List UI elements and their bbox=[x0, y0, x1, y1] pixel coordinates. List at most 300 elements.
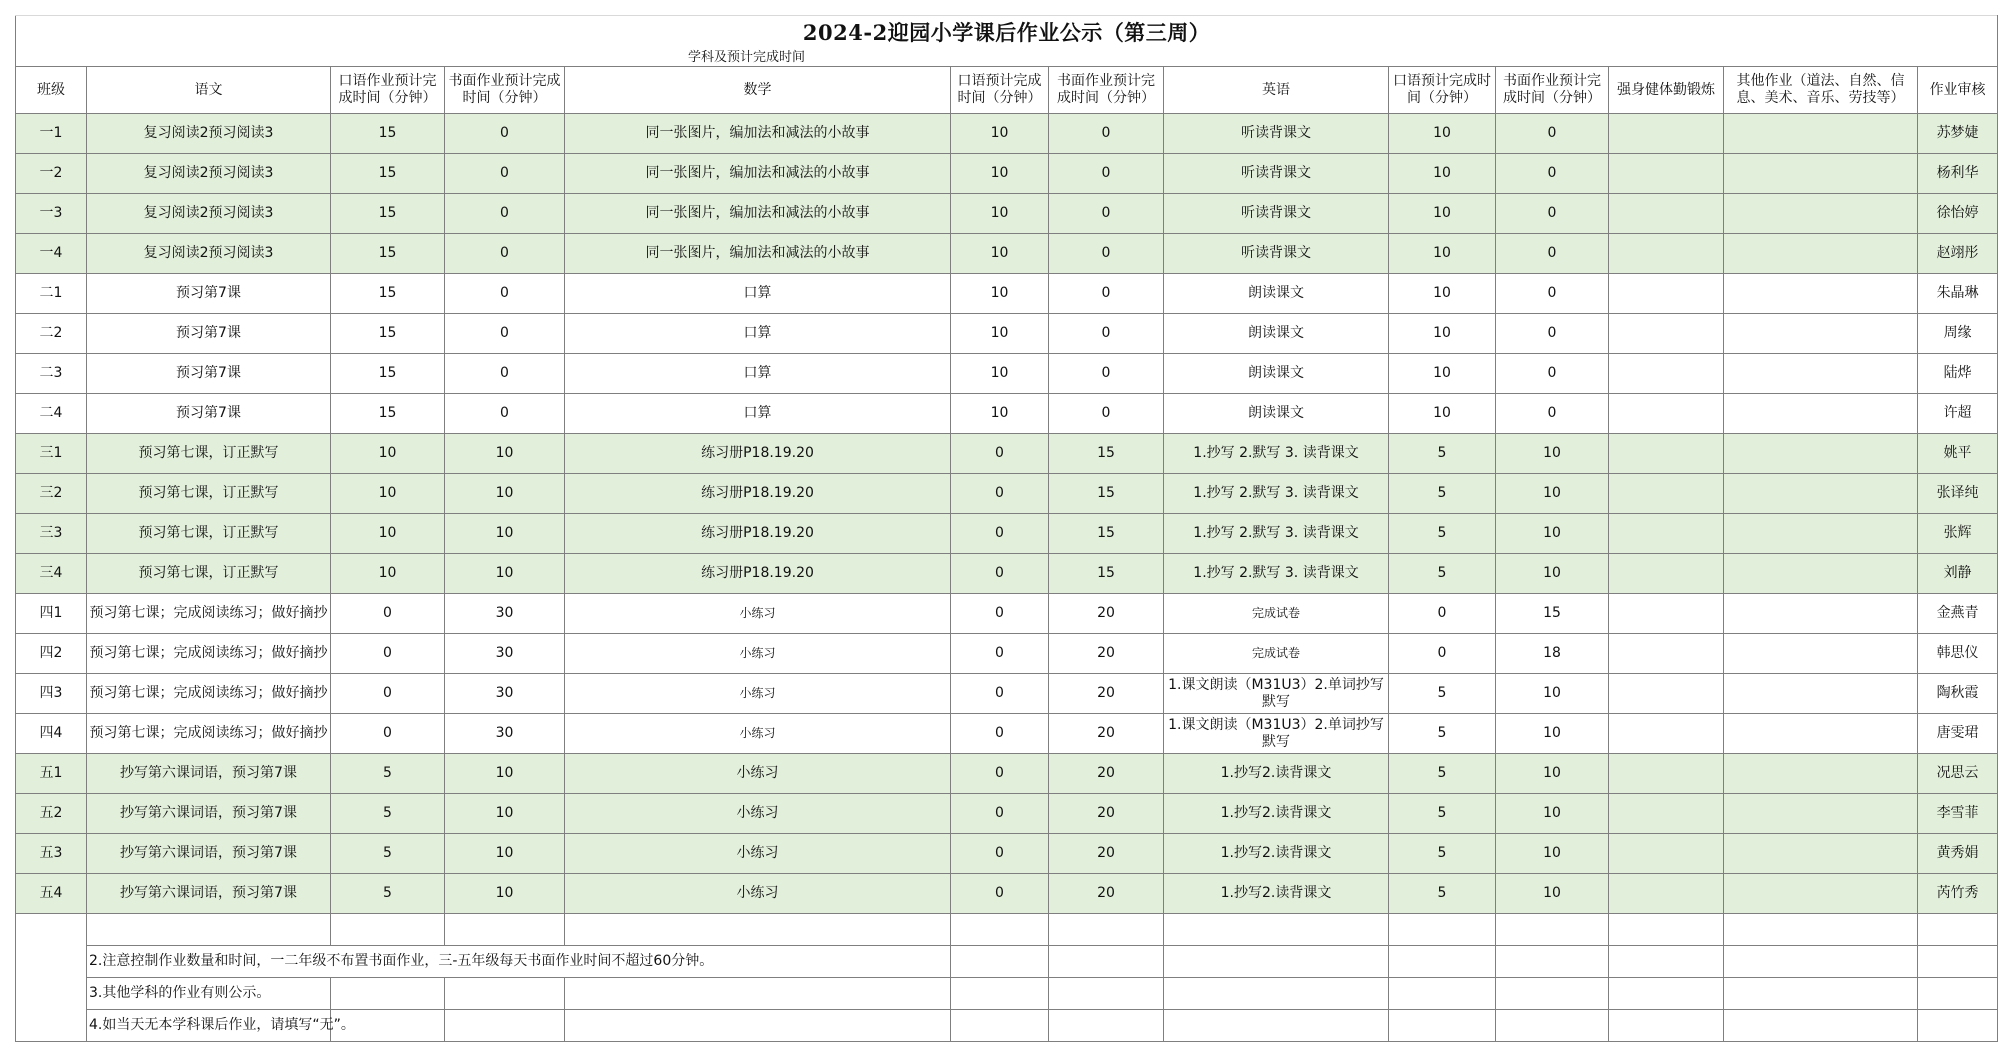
math-oral-minutes: 0 bbox=[951, 754, 1049, 794]
english-written-minutes: 0 bbox=[1496, 154, 1609, 194]
math-homework-cell: 小练习 bbox=[565, 634, 951, 674]
table-row bbox=[16, 674, 1998, 714]
english-written-minutes: 0 bbox=[1496, 194, 1609, 234]
chinese-homework-cell: 预习第7课 bbox=[87, 274, 331, 314]
math-oral-minutes: 10 bbox=[951, 194, 1049, 234]
math-homework-cell: 口算 bbox=[565, 354, 951, 394]
table-row bbox=[16, 754, 1998, 794]
reviewer-cell: 陆烨 bbox=[1918, 354, 1998, 394]
other-homework-cell bbox=[1724, 314, 1918, 354]
header-math-oral: 口语预计完成时间（分钟） bbox=[951, 67, 1049, 114]
math-oral-minutes: 0 bbox=[951, 834, 1049, 874]
english-homework-cell: 朗读课文 bbox=[1164, 274, 1389, 314]
reviewer-cell: 陶秋霞 bbox=[1918, 674, 1998, 714]
other-homework-cell bbox=[1724, 274, 1918, 314]
empty-cell bbox=[87, 914, 331, 946]
empty-cell bbox=[1724, 946, 1918, 978]
empty-cell bbox=[1918, 914, 1998, 946]
chinese-homework-cell: 预习第七课；完成阅读练习；做好摘抄 bbox=[87, 594, 331, 634]
exercise-cell bbox=[1609, 194, 1724, 234]
english-homework-cell: 完成试卷 bbox=[1164, 594, 1389, 634]
english-homework-cell: 1.抄写2.读背课文 bbox=[1164, 874, 1389, 914]
math-written-minutes: 20 bbox=[1049, 674, 1164, 714]
math-written-minutes: 0 bbox=[1049, 394, 1164, 434]
empty-cell bbox=[951, 914, 1049, 946]
header-exercise: 强身健体勤锻炼 bbox=[1609, 67, 1724, 114]
class-cell: 三2 bbox=[16, 474, 87, 514]
other-homework-cell bbox=[1724, 554, 1918, 594]
english-homework-cell: 1.抄写2.读背课文 bbox=[1164, 834, 1389, 874]
table-row bbox=[16, 554, 1998, 594]
math-homework-cell: 同一张图片，编加法和减法的小故事 bbox=[565, 154, 951, 194]
header-class: 班级 bbox=[16, 67, 87, 114]
chinese-oral-minutes: 15 bbox=[331, 274, 445, 314]
english-oral-minutes: 5 bbox=[1389, 514, 1496, 554]
math-written-minutes: 20 bbox=[1049, 834, 1164, 874]
english-homework-cell: 听读背课文 bbox=[1164, 114, 1389, 154]
chinese-oral-minutes: 10 bbox=[331, 514, 445, 554]
empty-cell bbox=[1049, 978, 1164, 1010]
reviewer-cell: 刘静 bbox=[1918, 554, 1998, 594]
english-written-minutes: 10 bbox=[1496, 434, 1609, 474]
chinese-written-minutes: 0 bbox=[445, 354, 565, 394]
chinese-written-minutes: 10 bbox=[445, 794, 565, 834]
math-homework-cell: 口算 bbox=[565, 274, 951, 314]
math-written-minutes: 0 bbox=[1049, 114, 1164, 154]
exercise-cell bbox=[1609, 834, 1724, 874]
homework-table bbox=[15, 15, 1998, 1042]
english-homework-cell: 1.课文朗读（M31U3）2.单词抄写默写 bbox=[1164, 714, 1389, 754]
empty-cell bbox=[331, 978, 445, 1010]
other-homework-cell bbox=[1724, 154, 1918, 194]
math-written-minutes: 20 bbox=[1049, 754, 1164, 794]
chinese-homework-cell: 抄写第六课词语，预习第7课 bbox=[87, 794, 331, 834]
exercise-cell bbox=[1609, 234, 1724, 274]
empty-cell bbox=[1164, 978, 1389, 1010]
note-row bbox=[16, 946, 1998, 978]
table-row bbox=[16, 714, 1998, 754]
math-homework-cell: 同一张图片，编加法和减法的小故事 bbox=[565, 194, 951, 234]
note-text: 2.注意控制作业数量和时间，一二年级不布置书面作业，三-五年级每天书面作业时间不超过60分钟。 bbox=[87, 946, 951, 978]
english-written-minutes: 10 bbox=[1496, 794, 1609, 834]
class-cell: 三4 bbox=[16, 554, 87, 594]
english-oral-minutes: 10 bbox=[1389, 314, 1496, 354]
english-oral-minutes: 5 bbox=[1389, 714, 1496, 754]
chinese-homework-cell: 预习第七课，订正默写 bbox=[87, 514, 331, 554]
other-homework-cell bbox=[1724, 474, 1918, 514]
empty-cell bbox=[565, 914, 951, 946]
exercise-cell bbox=[1609, 714, 1724, 754]
chinese-homework-cell: 预习第7课 bbox=[87, 354, 331, 394]
chinese-oral-minutes: 15 bbox=[331, 154, 445, 194]
english-written-minutes: 15 bbox=[1496, 594, 1609, 634]
chinese-written-minutes: 0 bbox=[445, 194, 565, 234]
exercise-cell bbox=[1609, 154, 1724, 194]
other-homework-cell bbox=[1724, 514, 1918, 554]
math-written-minutes: 0 bbox=[1049, 274, 1164, 314]
english-written-minutes: 10 bbox=[1496, 514, 1609, 554]
homework-sheet bbox=[15, 15, 1996, 1050]
exercise-cell bbox=[1609, 554, 1724, 594]
table-row bbox=[16, 594, 1998, 634]
chinese-homework-cell: 预习第七课，订正默写 bbox=[87, 554, 331, 594]
empty-cell bbox=[1724, 978, 1918, 1010]
empty-cell bbox=[565, 1010, 951, 1042]
english-oral-minutes: 5 bbox=[1389, 674, 1496, 714]
empty-cell bbox=[331, 914, 445, 946]
other-homework-cell bbox=[1724, 874, 1918, 914]
math-homework-cell: 小练习 bbox=[565, 674, 951, 714]
reviewer-cell: 张译纯 bbox=[1918, 474, 1998, 514]
empty-cell bbox=[1049, 914, 1164, 946]
header-chinese: 语文 bbox=[87, 67, 331, 114]
reviewer-cell: 况思云 bbox=[1918, 754, 1998, 794]
empty-cell bbox=[1609, 946, 1724, 978]
note-row bbox=[16, 978, 1998, 1010]
reviewer-cell: 李雪菲 bbox=[1918, 794, 1998, 834]
english-oral-minutes: 5 bbox=[1389, 434, 1496, 474]
math-oral-minutes: 10 bbox=[951, 154, 1049, 194]
reviewer-cell: 韩思仪 bbox=[1918, 634, 1998, 674]
reviewer-cell: 杨利华 bbox=[1918, 154, 1998, 194]
english-written-minutes: 18 bbox=[1496, 634, 1609, 674]
other-homework-cell bbox=[1724, 114, 1918, 154]
english-written-minutes: 10 bbox=[1496, 714, 1609, 754]
english-homework-cell: 1.抄写2.读背课文 bbox=[1164, 754, 1389, 794]
note-row bbox=[16, 1010, 1998, 1042]
other-homework-cell bbox=[1724, 394, 1918, 434]
english-homework-cell: 听读背课文 bbox=[1164, 194, 1389, 234]
header-math: 数学 bbox=[565, 67, 951, 114]
empty-cell bbox=[445, 1010, 565, 1042]
math-oral-minutes: 10 bbox=[951, 314, 1049, 354]
chinese-written-minutes: 0 bbox=[445, 314, 565, 354]
header-english: 英语 bbox=[1164, 67, 1389, 114]
chinese-oral-minutes: 0 bbox=[331, 714, 445, 754]
english-written-minutes: 10 bbox=[1496, 674, 1609, 714]
math-homework-cell: 练习册P18.19.20 bbox=[565, 554, 951, 594]
other-homework-cell bbox=[1724, 834, 1918, 874]
exercise-cell bbox=[1609, 474, 1724, 514]
english-oral-minutes: 5 bbox=[1389, 754, 1496, 794]
other-homework-cell bbox=[1724, 714, 1918, 754]
other-homework-cell bbox=[1724, 754, 1918, 794]
english-oral-minutes: 10 bbox=[1389, 354, 1496, 394]
math-written-minutes: 0 bbox=[1049, 234, 1164, 274]
math-homework-cell: 练习册P18.19.20 bbox=[565, 434, 951, 474]
math-homework-cell: 小练习 bbox=[565, 714, 951, 754]
chinese-written-minutes: 30 bbox=[445, 634, 565, 674]
empty-cell bbox=[1164, 914, 1389, 946]
empty-cell bbox=[1724, 914, 1918, 946]
chinese-oral-minutes: 10 bbox=[331, 554, 445, 594]
other-homework-cell bbox=[1724, 794, 1918, 834]
subtitle-row bbox=[16, 48, 1998, 67]
note-text: 3.其他学科的作业有则公示。 bbox=[87, 978, 331, 1010]
other-homework-cell bbox=[1724, 234, 1918, 274]
chinese-oral-minutes: 15 bbox=[331, 314, 445, 354]
empty-cell bbox=[951, 978, 1049, 1010]
chinese-homework-cell: 复习阅读2预习阅读3 bbox=[87, 194, 331, 234]
class-cell: 二3 bbox=[16, 354, 87, 394]
reviewer-cell: 苏梦婕 bbox=[1918, 114, 1998, 154]
empty-cell bbox=[1389, 946, 1496, 978]
other-homework-cell bbox=[1724, 674, 1918, 714]
reviewer-cell: 黄秀娟 bbox=[1918, 834, 1998, 874]
exercise-cell bbox=[1609, 634, 1724, 674]
other-homework-cell bbox=[1724, 434, 1918, 474]
empty-cell bbox=[1496, 978, 1609, 1010]
english-oral-minutes: 10 bbox=[1389, 394, 1496, 434]
math-oral-minutes: 10 bbox=[951, 274, 1049, 314]
empty-cell bbox=[1609, 1010, 1724, 1042]
empty-cell bbox=[565, 978, 951, 1010]
chinese-written-minutes: 0 bbox=[445, 234, 565, 274]
english-oral-minutes: 10 bbox=[1389, 274, 1496, 314]
notes-margin-cell bbox=[16, 914, 87, 1042]
empty-cell bbox=[1049, 946, 1164, 978]
math-homework-cell: 小练习 bbox=[565, 874, 951, 914]
exercise-cell bbox=[1609, 874, 1724, 914]
exercise-cell bbox=[1609, 314, 1724, 354]
math-written-minutes: 15 bbox=[1049, 514, 1164, 554]
exercise-cell bbox=[1609, 434, 1724, 474]
math-homework-cell: 小练习 bbox=[565, 834, 951, 874]
english-homework-cell: 朗读课文 bbox=[1164, 314, 1389, 354]
class-cell: 一4 bbox=[16, 234, 87, 274]
english-written-minutes: 0 bbox=[1496, 394, 1609, 434]
chinese-oral-minutes: 15 bbox=[331, 194, 445, 234]
other-homework-cell bbox=[1724, 634, 1918, 674]
table-row bbox=[16, 194, 1998, 234]
chinese-oral-minutes: 10 bbox=[331, 434, 445, 474]
exercise-cell bbox=[1609, 594, 1724, 634]
math-homework-cell: 小练习 bbox=[565, 794, 951, 834]
exercise-cell bbox=[1609, 514, 1724, 554]
chinese-written-minutes: 0 bbox=[445, 394, 565, 434]
chinese-homework-cell: 预习第七课；完成阅读练习；做好摘抄 bbox=[87, 714, 331, 754]
chinese-oral-minutes: 10 bbox=[331, 474, 445, 514]
chinese-written-minutes: 10 bbox=[445, 474, 565, 514]
chinese-homework-cell: 预习第7课 bbox=[87, 314, 331, 354]
math-written-minutes: 15 bbox=[1049, 434, 1164, 474]
chinese-homework-cell: 预习第七课，订正默写 bbox=[87, 434, 331, 474]
class-cell: 二1 bbox=[16, 274, 87, 314]
blank-row bbox=[16, 914, 1998, 946]
class-cell: 五1 bbox=[16, 754, 87, 794]
english-oral-minutes: 10 bbox=[1389, 234, 1496, 274]
math-written-minutes: 0 bbox=[1049, 354, 1164, 394]
reviewer-cell: 许超 bbox=[1918, 394, 1998, 434]
math-written-minutes: 0 bbox=[1049, 194, 1164, 234]
note-text: 4.如当天无本学科课后作业，请填写“无”。 bbox=[87, 1010, 331, 1042]
title-row bbox=[16, 16, 1998, 49]
empty-cell bbox=[1918, 978, 1998, 1010]
empty-cell bbox=[1049, 1010, 1164, 1042]
chinese-oral-minutes: 15 bbox=[331, 394, 445, 434]
chinese-written-minutes: 10 bbox=[445, 834, 565, 874]
english-written-minutes: 0 bbox=[1496, 314, 1609, 354]
other-homework-cell bbox=[1724, 354, 1918, 394]
table-row bbox=[16, 394, 1998, 434]
chinese-written-minutes: 0 bbox=[445, 154, 565, 194]
english-written-minutes: 0 bbox=[1496, 114, 1609, 154]
reviewer-cell: 张辉 bbox=[1918, 514, 1998, 554]
math-oral-minutes: 10 bbox=[951, 394, 1049, 434]
reviewer-cell: 朱晶琳 bbox=[1918, 274, 1998, 314]
english-oral-minutes: 5 bbox=[1389, 554, 1496, 594]
class-cell: 一2 bbox=[16, 154, 87, 194]
class-cell: 三3 bbox=[16, 514, 87, 554]
math-homework-cell: 口算 bbox=[565, 314, 951, 354]
chinese-written-minutes: 30 bbox=[445, 714, 565, 754]
table-row bbox=[16, 634, 1998, 674]
math-homework-cell: 练习册P18.19.20 bbox=[565, 474, 951, 514]
chinese-oral-minutes: 5 bbox=[331, 794, 445, 834]
header-english-oral: 口语预计完成时间（分钟） bbox=[1389, 67, 1496, 114]
reviewer-cell: 赵翊彤 bbox=[1918, 234, 1998, 274]
english-oral-minutes: 10 bbox=[1389, 154, 1496, 194]
english-written-minutes: 10 bbox=[1496, 474, 1609, 514]
table-row bbox=[16, 314, 1998, 354]
exercise-cell bbox=[1609, 794, 1724, 834]
math-oral-minutes: 0 bbox=[951, 794, 1049, 834]
table-row bbox=[16, 154, 1998, 194]
class-cell: 二2 bbox=[16, 314, 87, 354]
english-homework-cell: 1.抄写 2.默写 3. 读背课文 bbox=[1164, 514, 1389, 554]
other-homework-cell bbox=[1724, 594, 1918, 634]
chinese-oral-minutes: 5 bbox=[331, 874, 445, 914]
chinese-oral-minutes: 15 bbox=[331, 354, 445, 394]
english-oral-minutes: 10 bbox=[1389, 114, 1496, 154]
class-cell: 四1 bbox=[16, 594, 87, 634]
exercise-cell bbox=[1609, 354, 1724, 394]
reviewer-cell: 周缘 bbox=[1918, 314, 1998, 354]
math-oral-minutes: 0 bbox=[951, 594, 1049, 634]
class-cell: 四2 bbox=[16, 634, 87, 674]
header-chinese-oral: 口语作业预计完成时间（分钟） bbox=[331, 67, 445, 114]
english-homework-cell: 听读背课文 bbox=[1164, 154, 1389, 194]
table-row bbox=[16, 474, 1998, 514]
chinese-homework-cell: 抄写第六课词语，预习第7课 bbox=[87, 874, 331, 914]
chinese-homework-cell: 抄写第六课词语，预习第7课 bbox=[87, 834, 331, 874]
chinese-homework-cell: 复习阅读2预习阅读3 bbox=[87, 114, 331, 154]
other-homework-cell bbox=[1724, 194, 1918, 234]
class-cell: 五2 bbox=[16, 794, 87, 834]
chinese-written-minutes: 0 bbox=[445, 114, 565, 154]
class-cell: 五4 bbox=[16, 874, 87, 914]
chinese-written-minutes: 0 bbox=[445, 274, 565, 314]
header-row bbox=[16, 67, 1998, 114]
empty-cell bbox=[1918, 1010, 1998, 1042]
english-homework-cell: 1.抄写2.读背课文 bbox=[1164, 794, 1389, 834]
header-other: 其他作业（道法、自然、信息、美术、音乐、劳技等） bbox=[1724, 67, 1918, 114]
empty-cell bbox=[1496, 914, 1609, 946]
table-row bbox=[16, 834, 1998, 874]
english-written-minutes: 0 bbox=[1496, 354, 1609, 394]
chinese-written-minutes: 30 bbox=[445, 674, 565, 714]
english-written-minutes: 0 bbox=[1496, 274, 1609, 314]
math-oral-minutes: 0 bbox=[951, 874, 1049, 914]
chinese-oral-minutes: 15 bbox=[331, 114, 445, 154]
english-homework-cell: 朗读课文 bbox=[1164, 354, 1389, 394]
class-cell: 四3 bbox=[16, 674, 87, 714]
chinese-homework-cell: 复习阅读2预习阅读3 bbox=[87, 234, 331, 274]
english-oral-minutes: 5 bbox=[1389, 874, 1496, 914]
math-written-minutes: 20 bbox=[1049, 794, 1164, 834]
header-math-written: 书面作业预计完成时间（分钟） bbox=[1049, 67, 1164, 114]
english-written-minutes: 10 bbox=[1496, 554, 1609, 594]
chinese-written-minutes: 10 bbox=[445, 514, 565, 554]
chinese-written-minutes: 10 bbox=[445, 754, 565, 794]
table-row bbox=[16, 354, 1998, 394]
empty-cell bbox=[951, 1010, 1049, 1042]
reviewer-cell: 金燕青 bbox=[1918, 594, 1998, 634]
empty-cell bbox=[951, 946, 1049, 978]
english-oral-minutes: 5 bbox=[1389, 834, 1496, 874]
math-oral-minutes: 10 bbox=[951, 114, 1049, 154]
chinese-homework-cell: 预习第7课 bbox=[87, 394, 331, 434]
header-reviewer: 作业审核 bbox=[1918, 67, 1998, 114]
header-english-written: 书面作业预计完成时间（分钟） bbox=[1496, 67, 1609, 114]
chinese-oral-minutes: 5 bbox=[331, 754, 445, 794]
empty-cell bbox=[1918, 946, 1998, 978]
reviewer-cell: 唐雯珺 bbox=[1918, 714, 1998, 754]
empty-cell bbox=[1164, 1010, 1389, 1042]
english-written-minutes: 0 bbox=[1496, 234, 1609, 274]
english-homework-cell: 朗读课文 bbox=[1164, 394, 1389, 434]
chinese-written-minutes: 10 bbox=[445, 874, 565, 914]
class-cell: 五3 bbox=[16, 834, 87, 874]
english-homework-cell: 听读背课文 bbox=[1164, 234, 1389, 274]
exercise-cell bbox=[1609, 114, 1724, 154]
subject-time-subtitle: 学科及预计完成时间 bbox=[16, 48, 1998, 67]
class-cell: 三1 bbox=[16, 434, 87, 474]
math-oral-minutes: 10 bbox=[951, 234, 1049, 274]
english-homework-cell: 1.抄写 2.默写 3. 读背课文 bbox=[1164, 474, 1389, 514]
math-oral-minutes: 10 bbox=[951, 354, 1049, 394]
english-homework-cell: 完成试卷 bbox=[1164, 634, 1389, 674]
sheet-title: 2024-2迎园小学课后作业公示（第三周） bbox=[16, 16, 1998, 49]
table-row bbox=[16, 434, 1998, 474]
table-row bbox=[16, 874, 1998, 914]
math-oral-minutes: 0 bbox=[951, 674, 1049, 714]
empty-cell bbox=[1609, 914, 1724, 946]
class-cell: 一3 bbox=[16, 194, 87, 234]
english-homework-cell: 1.抄写 2.默写 3. 读背课文 bbox=[1164, 554, 1389, 594]
chinese-oral-minutes: 5 bbox=[331, 834, 445, 874]
math-written-minutes: 0 bbox=[1049, 314, 1164, 354]
class-cell: 二4 bbox=[16, 394, 87, 434]
math-written-minutes: 15 bbox=[1049, 554, 1164, 594]
math-oral-minutes: 0 bbox=[951, 474, 1049, 514]
math-oral-minutes: 0 bbox=[951, 434, 1049, 474]
table-row bbox=[16, 514, 1998, 554]
math-written-minutes: 20 bbox=[1049, 594, 1164, 634]
english-oral-minutes: 0 bbox=[1389, 594, 1496, 634]
math-homework-cell: 同一张图片，编加法和减法的小故事 bbox=[565, 234, 951, 274]
class-cell: 四4 bbox=[16, 714, 87, 754]
chinese-written-minutes: 10 bbox=[445, 554, 565, 594]
math-oral-minutes: 0 bbox=[951, 714, 1049, 754]
empty-cell bbox=[1389, 1010, 1496, 1042]
empty-cell bbox=[1389, 914, 1496, 946]
chinese-homework-cell: 抄写第六课词语，预习第7课 bbox=[87, 754, 331, 794]
table-row bbox=[16, 794, 1998, 834]
math-homework-cell: 小练习 bbox=[565, 594, 951, 634]
math-homework-cell: 练习册P18.19.20 bbox=[565, 514, 951, 554]
math-homework-cell: 口算 bbox=[565, 394, 951, 434]
